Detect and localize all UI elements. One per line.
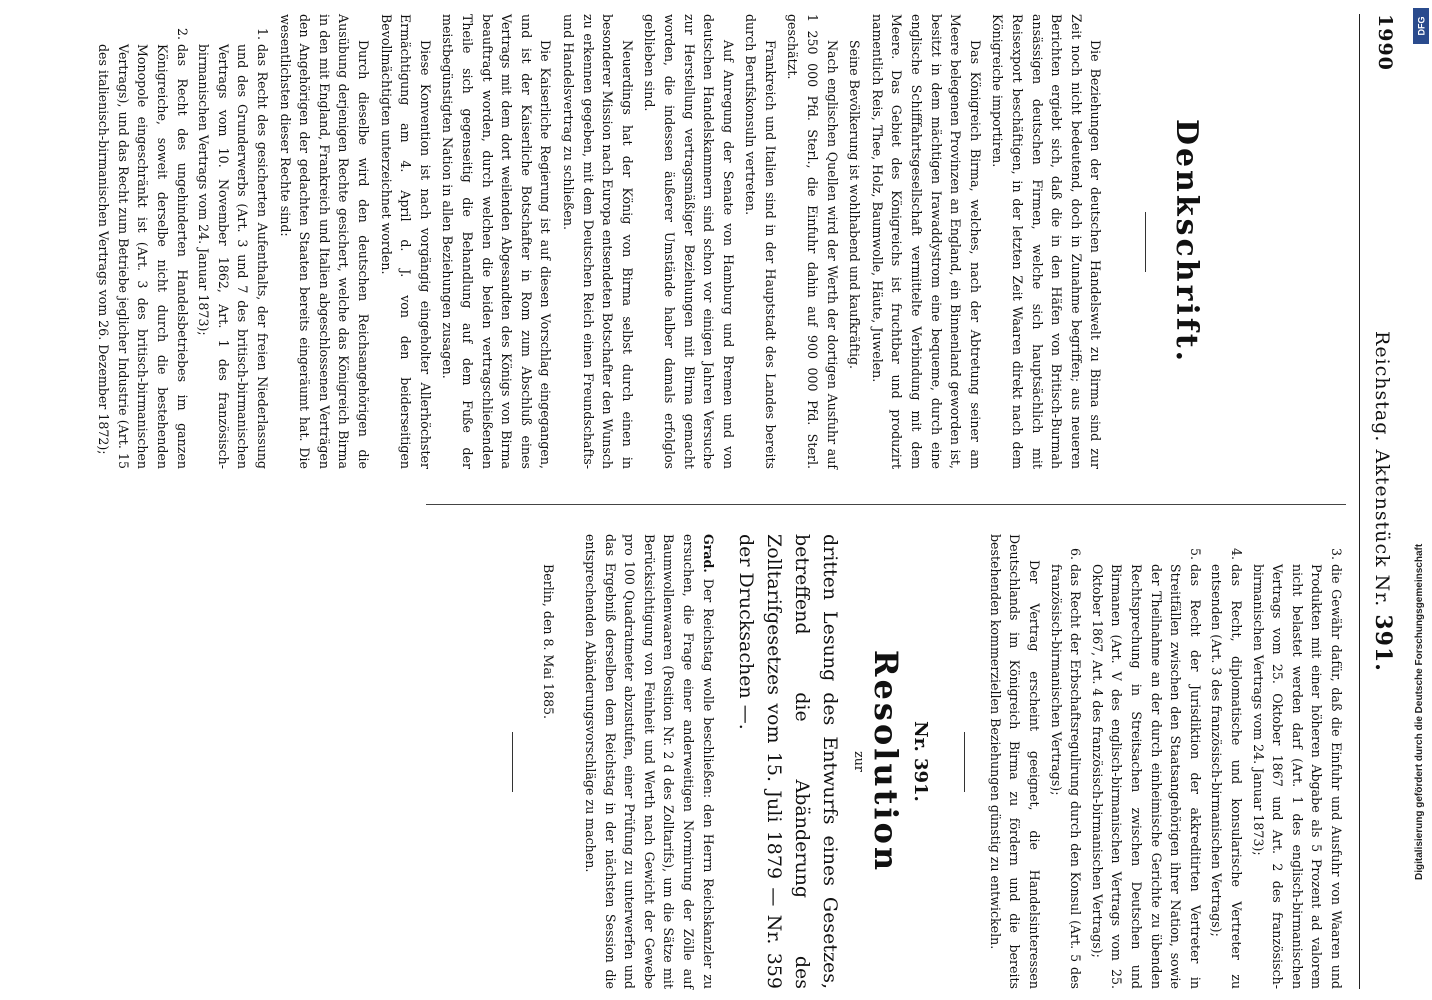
grad-block [580,534,717,989]
running-title [1370,14,1396,989]
paragraph: Auf Anregung der Senate von Hamburg und Bremen und von deutschen Handelskammern sind schon vor einigen Jahren Versuche zur Herstellung vertragsmäßiger Beziehungen mit Birma gemacht worden, die indessen äußerer Umstände halber damals erfolglos geblieben sind. [642,14,736,469]
paragraph: Frankreich und Italien sind in der Hauptstadt des Landes bereits durch Berufskonsuln vertreten. [743,14,778,469]
column-separator [426,504,1346,505]
heading-divider [1145,212,1146,272]
list-item: 1. das Recht des gesicherten Aufenthalts, der freien Niederlassung und des Grunderwerbs (Art. 3 und 7 des britisch-birmanischen Vertrags vom 10. November 1862, Art. 1 des französisch-birmanischen Vertrags vom 24. Januar 1873); [194,44,272,469]
list-item: 3. die Gewähr dafür, daß die Einfuhr und Ausfuhr von Waaren und Produkten mit einer höheren Abgabe als 5 Prozent ad valorem nicht belastet werden darf (Art. 1 des englisch-birmanischen Vertrags vom 25. Oktober 1867 und Art. 2 des französisch-birmanischen Vertrags vom 24. Januar 1873); [1248,564,1346,989]
left-rights-list [94,14,272,469]
grad-label: Grad. [700,534,716,573]
dfg-logo-text: DFG [1416,16,1426,36]
digitization-note: Digitalisierung gefördert durch die Deutsche Forschungsgemeinschaft [1414,543,1425,880]
resolution-heading: Resolution [866,649,905,874]
list-item: 4. das Recht, diplomatische und konsularische Vertreter zu entsenden (Art. 3 des französisch-birmanischen Vertrags); [1207,564,1246,989]
paragraph: Die Kaiserliche Regierung ist auf diesen Vorschlag eingegangen, und ist der Kaiserliche Botschafter in Rom zum Abschluß eines Vertrags mit dem dort weilenden Abgesandten des Königs von Birma beauftragt worden, durch welchen die beiden vertragschließenden Theile sich gegenseitig die Behandlung auf dem Fuße der meistbegünstigten Nation in allen Beziehungen zusagen. [440,14,554,469]
paragraph: Nach englischen Quellen wird der Werth der dortigen Ausfuhr auf 1 250 000 Pfd. Sterl., die Einfuhr dahin auf 900 000 Pfd. Sterl. geschätzt. [785,14,840,469]
list-item: 5. das Recht der Jurisdiktion der akkreditirten Vertreter in Streitfällen zwischen den Staatsangehörigen ihrer Nation, sowie der Theilnahme an der durch einheimische Gerichte zu übenden Rechtsprechung in Streitsachen zwischen Deutschen und Birmanen (Art. V des englisch-birmanischen Vertrags vom 25. Oktober 1867, Art. 4 des französisch-birmanischen Vertrags); [1087,564,1205,989]
resolution-body: dritten Lesung des Entwurfs eines Gesetzes, betreffend die Abänderung des Zolltarifgesetzes vom 15. Juli 1879 — Nr. 359 der Drucksachen —. [734,534,841,989]
left-column [92,14,1346,469]
running-title-number: 391. [1370,614,1396,672]
running-header [1356,14,1396,989]
paragraph: Seine Bevölkerung ist wohlhabend und kaufkräftig. [847,40,863,370]
right-column [486,534,1346,989]
resolution-sub: zur [852,751,868,772]
list-item: 2. das Recht des ungehinderten Handelsbetriebes im ganzen Königreiche, soweit derselbe nicht durch die bestehenden Monopole eingeschränkt ist (Art. 3 des britisch-birmanischen Vertrags), und das Recht zum Betriebe jeglicher Industrie (Art. 15 des italienisch-birmanischen Vertrags vom 26. Dezember 1872); [94,44,192,469]
denkschrift-heading: Denkschrift. [1169,118,1204,365]
digitization-footer [1414,120,1432,880]
document-page [7,14,1402,989]
paragraph: Diese Konvention ist nach vorgängig eingeholter Allerhöchster Ermächtigung am 4. April d. J. von den beiderseitigen Bevollmächtigten unterzeichnet worden. [378,14,433,469]
header-rule [1359,14,1360,989]
closing-paragraph: Der Vertrag erscheint geeignet, die Handelsinteressen Deutschlands im Königreich Birma zu fördern und die bereits bestehenden kommerziellen Beziehungen günstig zu entwickeln. [987,534,1043,989]
dfg-logo [1413,8,1429,44]
list-item: 6. das Recht der Erbschaftsregulirung durch den Konsul (Art. 5 des französisch-birmanischen Vertrags); [1046,564,1085,989]
right-rights-list [1046,534,1346,989]
paragraph: Die Beziehungen der deutschen Handelswelt zu Birma sind zur Zeit noch nicht bedeutend, doch in Zunahme begriffen; aus neueren Berichten ergiebt sich, daß die in den Häfen von Britisch-Burmah ansässigen deutschen Firmen, welche sich hauptsächlich mit Reisexport beschäftigen, in der letzten Zeit Waaren direkt nach dem Königreiche importiren. [990,14,1104,469]
closing-divider [512,732,513,792]
signature-line: Berlin, den 8. Mai 1885. [541,564,557,720]
grad-text: Der Reichstag wolle beschließen: den Herrn Reichskanzler zu ersuchen, die Frage einer anderweitigen Normirung der Zölle auf Baumwollenwaaren (Position Nr. 2 d des Zolltarifs), um die Sätze mit Berücksichtigung von Feinheit und Werth nach Gewicht der Gewebe pro 100 Quadratmeter abzustufen, einer Prüfung zu unterwerfen und das Ergebniß derselben dem Reichstag in der nächsten Session die entsprechenden Abänderungsvorschläge zu machen. [582,534,716,989]
paragraph: Neuerdings hat der König von Birma selbst durch einen in besonderer Mission nach Europa entsendeten Botschafter den Wunsch zu erkennen gegeben, mit dem Deutschen Reich einen Freundschafts- und Handelsvertrag zu schließen. [560,14,635,469]
paragraph: Durch dieselbe wird den deutschen Reichsangehörigen die Ausübung derjenigen Rechte gesichert, welche das Königreich Birma in den mit England, Frankreich und Italien abgeschlossenen Verträgen den Angehörigen der gedachten Staaten bereits eingeräumt hat. Die wesentlichsten dieser Rechte sind: [277,14,372,469]
left-paragraphs [275,14,1105,469]
running-title-text: Reichstag. Aktenstück Nr. [1371,331,1393,608]
number-heading: Nr. 391. [910,721,932,802]
section-divider [964,732,965,792]
page-number: 1990 [1374,14,1396,71]
paragraph: Das Königreich Birma, welches, nach der Abtretung seiner am Meere belegenen Provinzen an England, ein Binnenland geworden ist, besitzt in dem mächtigen Irawaddystrom eine bequeme, durch eine englische Schifffahrtsgesellschaft vermittelte Verbindung mit dem Meere. Das Gebiet des Königreichs ist fruchtbar und produzirt namentlich Reis, Thee, Holz, Baumwolle, Häute, Juwelen. [869,14,983,469]
